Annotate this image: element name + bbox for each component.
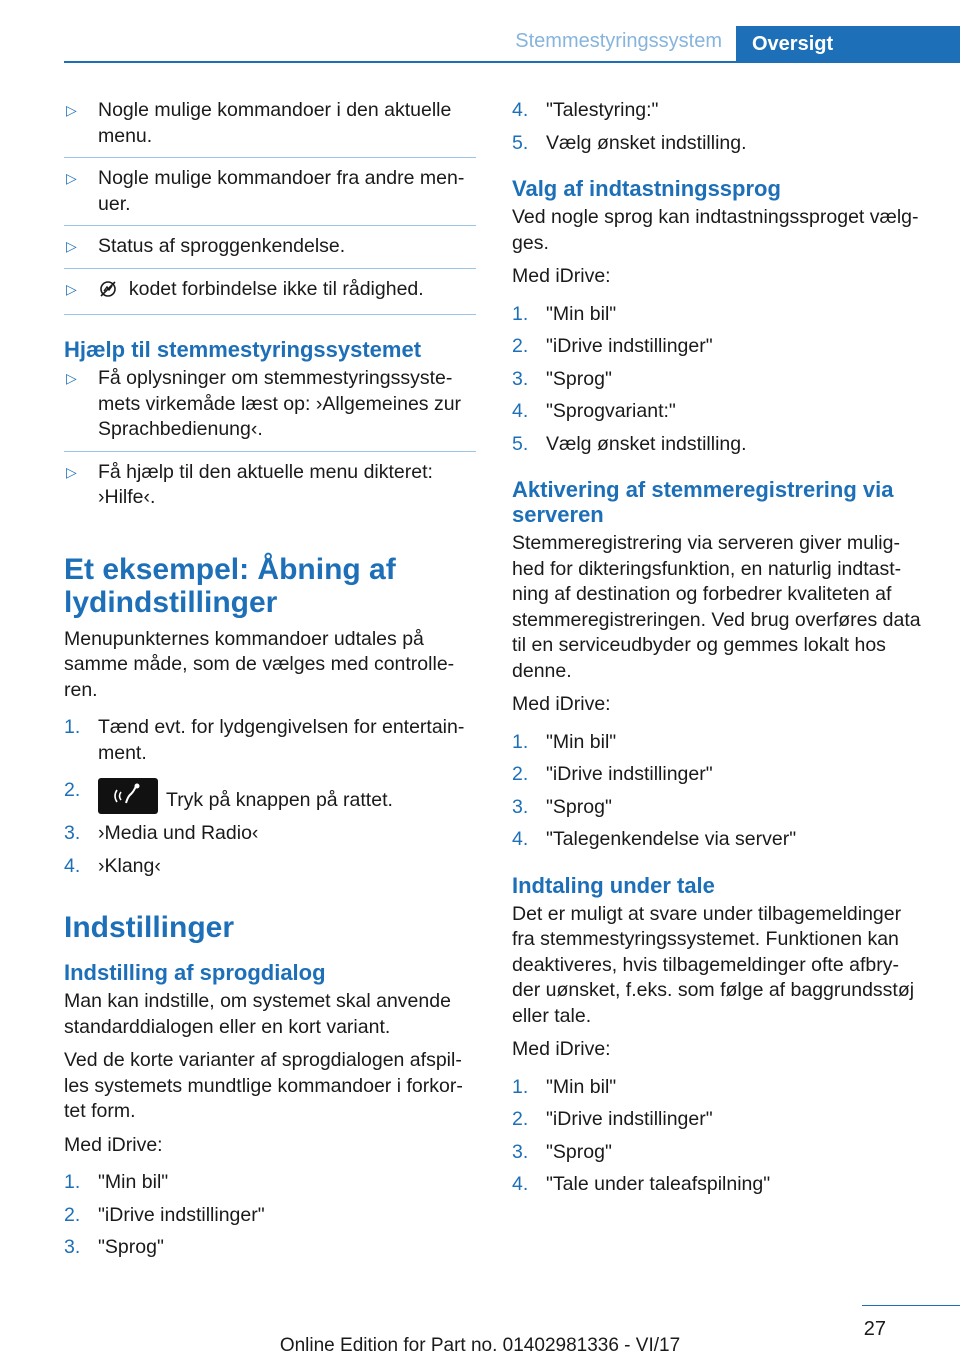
list-item: 3. "Sprog" bbox=[64, 1236, 164, 1258]
section-heading: Indtaling under tale bbox=[512, 872, 715, 898]
list-item: 2. Tryk på knappen på rattet. bbox=[64, 778, 476, 814]
list-item: 2. "iDrive indstillinger" bbox=[512, 335, 713, 357]
subsection-heading: Indstilling af sprogdialog bbox=[64, 960, 326, 985]
triangle-bullet-icon: ▷ bbox=[66, 370, 77, 386]
triangle-bullet-icon: ▷ bbox=[66, 280, 77, 297]
list-item: 1. "Min bil" bbox=[512, 302, 617, 325]
list-item: 4. "Sprogvariant:" bbox=[512, 400, 676, 422]
footer-edition: Online Edition for Part no. 01402981336 - VI/17 bbox=[279, 1335, 681, 1356]
section-heading: Valg af indtastningssprog bbox=[512, 176, 781, 201]
paragraph: Med iDrive: bbox=[512, 265, 611, 287]
list-item: 3. "Sprog" bbox=[512, 795, 612, 818]
section-heading: Indstillinger bbox=[64, 911, 235, 944]
triangle-bullet-icon: ▷ bbox=[66, 102, 77, 118]
list-item: ▷ Nogle mulige kommandoer fra andre men- uer. bbox=[64, 166, 476, 226]
list-item: ▷ Få oplysninger om stemmestyringssyste- mets virkemåde læst op: ›Allgemeines zur Sprachbedienung‹. bbox=[64, 366, 476, 452]
triangle-bullet-icon: ▷ bbox=[66, 170, 77, 186]
list-item: 5. Vælg ønsket indstilling. bbox=[512, 432, 747, 455]
left-column bbox=[64, 98, 476, 1268]
triangle-bullet-icon: ▷ bbox=[66, 463, 77, 480]
list-item: ▷ Nogle mulige kommandoer i den aktuelle menu. bbox=[64, 98, 476, 158]
list-item: 1. Tænd evt. for lydgengivelsen for entertain- ment. bbox=[64, 716, 465, 764]
list-item: ▷ Få hjælp til den aktuelle menu dikteret: ›Hilfe‹. bbox=[66, 460, 433, 508]
paragraph: Det er muligt at svare under tilbagemeldinger fra stemmestyringssystemet. Funktionen kan deaktiveres, hvis tilbagemeldinger ofte afbry- der uønsket, f.eks. som følge af baggrundsstøj eller tale. bbox=[512, 902, 915, 1027]
list-item: ▷ Status af sproggenkendelse. bbox=[64, 234, 476, 269]
paragraph: Med iDrive: bbox=[512, 693, 611, 715]
list-item: 5. Vælg ønsket indstilling. bbox=[512, 131, 747, 154]
list-item: 2. "iDrive indstillinger" bbox=[512, 763, 713, 785]
list-item: ▷ kodet forbindelse ikke til rådighed. bbox=[64, 277, 476, 316]
paragraph: Ved de korte varianter af sprogdialogen afspil- les systemets mundtlige kommandoer i forkor- tet form. bbox=[64, 1049, 463, 1122]
voice-button-icon bbox=[98, 778, 158, 814]
page-number: 27 bbox=[863, 1318, 886, 1340]
header-tab: Oversigt bbox=[736, 26, 960, 62]
header-section-title: Stemmestyringssystem bbox=[515, 30, 722, 52]
list-item: 4. "Talegenkendelse via server" bbox=[512, 828, 797, 850]
list-item: 1. "Min bil" bbox=[64, 1171, 169, 1193]
list-item: 4. ›Klang‹ bbox=[64, 854, 161, 877]
paragraph: Med iDrive: bbox=[64, 1133, 163, 1156]
paragraph: Stemmeregistrering via serveren giver mulig- hed for dikteringsfunktion, en naturlig indtast- ning af destination og forbedrer kvaliteten af stemmeregistreringen. Ved brug overføres data til en serviceudbyder og gemmes lokalt hos denne. bbox=[512, 532, 921, 682]
list-item: 2. "iDrive indstillinger" bbox=[64, 1203, 265, 1226]
paragraph: Menupunkternes kommandoer udtales på samme måde, som de vælges med controlle- ren. bbox=[64, 627, 455, 701]
list-item: 1. "Min bil" bbox=[512, 730, 617, 753]
list-item: 1. "Min bil" bbox=[512, 1075, 617, 1098]
list-item: 3. "Sprog" bbox=[512, 367, 612, 390]
section-heading: Aktivering af stemmeregistrering via serveren bbox=[512, 477, 894, 527]
paragraph: Ved nogle sprog kan indtastningssproget vælg- ges. bbox=[512, 206, 919, 254]
section-heading: Et eksempel: Åbning af lydindstillinger bbox=[64, 552, 396, 619]
section-heading: Hjælp til stemmestyringssystemet bbox=[64, 337, 422, 362]
triangle-bullet-icon: ▷ bbox=[66, 238, 77, 254]
list-item: 4. "Talestyring:" bbox=[512, 99, 659, 121]
no-connection-icon bbox=[98, 279, 118, 307]
paragraph: Man kan indstille, om systemet skal anvende standarddialogen eller en kort variant. bbox=[64, 990, 451, 1038]
paragraph: Med iDrive: bbox=[512, 1038, 611, 1060]
list-item: 2. "iDrive indstillinger" bbox=[512, 1108, 713, 1130]
list-item: 3. ›Media und Radio‹ bbox=[64, 822, 259, 844]
list-item: 4. "Tale under taleafspilning" bbox=[512, 1173, 771, 1195]
footer-rule bbox=[862, 1305, 960, 1306]
list-item: 3. "Sprog" bbox=[512, 1140, 612, 1163]
right-column bbox=[512, 98, 922, 1205]
